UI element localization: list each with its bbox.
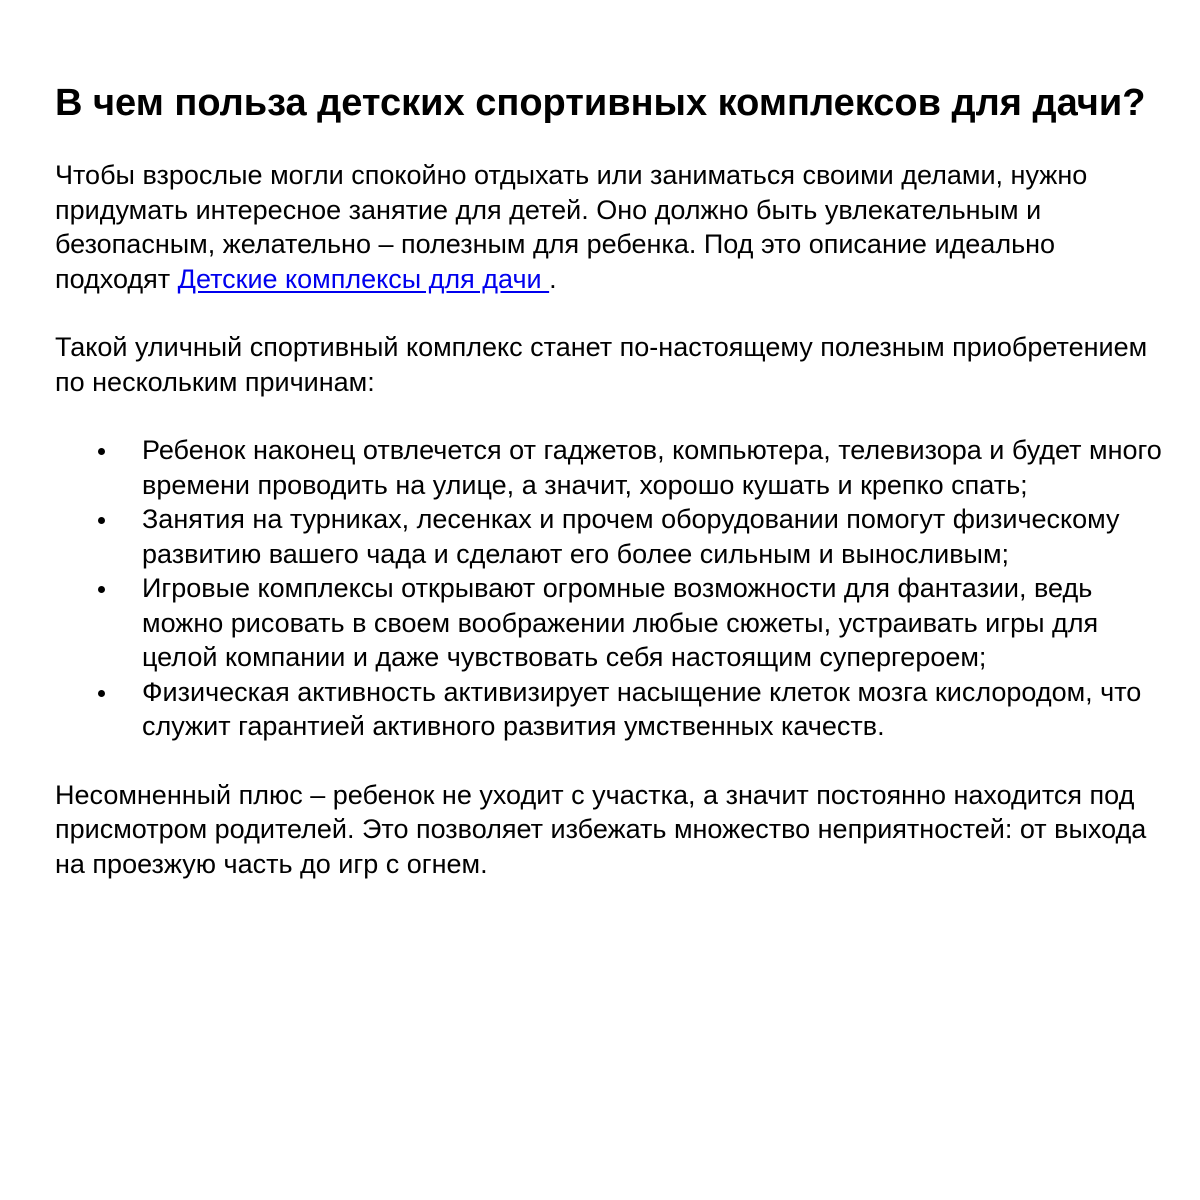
article [55,78,1162,881]
intro-paragraph [55,158,1155,296]
conclusion-paragraph: Несомненный плюс – ребенок не уходит с участка, а значит постоянно находится под присмотром родителей. Это позволяет избежать множество неприятностей: от выхода на проезжую часть до игр с огнем. [55,779,1147,879]
intro-period: . [549,263,557,294]
children-complexes-link[interactable]: Детские комплексы для дачи [177,263,550,294]
list-item-text: Ребенок наконец отвлечется от гаджетов, компьютера, телевизора и будет много времени проводить на улице, а значит, хорошо кушать и крепко спать; [142,435,1162,500]
bullet-icon [98,517,105,524]
list-item [55,571,1172,675]
intro-text: Чтобы взрослые могли спокойно отдыхать или заниматься своими делами, нужно придумать интересное занятие для детей. Оно должно быть увлекательным и безопасным, желательно – полезным для ребенка. Под это описание идеально подходят [55,160,1088,294]
reasons-lead-paragraph: Такой уличный спортивный комплекс станет по-настоящему полезным приобретением по нескольким причинам: [55,332,1148,397]
list-item-text: Занятия на турниках, лесенках и прочем оборудовании помогут физическому развитию вашего чада и сделают его более сильным и выносливым; [142,504,1120,569]
bullet-icon [98,690,105,697]
article-title: В чем польза детских спортивных комплексов для дачи? [55,82,1146,124]
list-item [55,502,1172,571]
bullet-icon [98,448,105,455]
reasons-list [55,433,1162,744]
list-item-text: Игровые комплексы открывают огромные возможности для фантазии, ведь можно рисовать в своем воображении любые сюжеты, устраивать игры для целой компании и даже чувствовать себя настоящим супергероем; [142,573,1099,672]
list-item [55,433,1172,502]
list-item [55,675,1172,744]
bullet-icon [98,586,105,593]
list-item-text: Физическая активность активизирует насыщение клеток мозга кислородом, что служит гарантией активного развития умственных качеств. [142,676,1142,741]
